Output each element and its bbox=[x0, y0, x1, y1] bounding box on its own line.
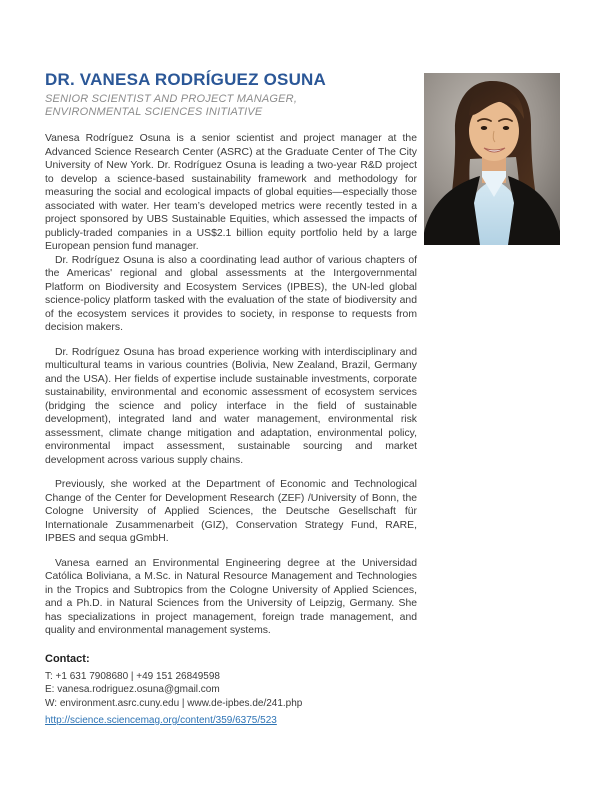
main-content bbox=[45, 70, 417, 728]
page-title: DR. VANESA RODRÍGUEZ OSUNA bbox=[45, 70, 326, 89]
job-subtitle-line1: SENIOR SCIENTIST AND PROJECT MANAGER, bbox=[45, 93, 298, 105]
contact-heading: Contact: bbox=[45, 652, 90, 665]
job-subtitle bbox=[45, 93, 417, 119]
bio-paragraph-5: Vanesa earned an Environmental Engineering degree at the Universidad Católica Boliviana, a M.Sc. in Natural Resource Management and Technologies in the Tropics and Subtropics from the Cologne University of Applied Sciences, and a Ph.D. in Natural Sciences from the University of Leipzig, Germany. She has specializations in project management, foreign trade management, and quality and environmental management systems. bbox=[45, 557, 417, 636]
bio-paragraph-4: Previously, she worked at the Department of Economic and Technological Change of the Center for Development Research (ZEF) /University of Bonn, the Cologne University of Applied Sciences, the Deutsche Gesellschaft für Internationale Zusammenarbeit (GIZ), Conservation Strategy Fund, RARE, IPBES and sequa gGmbH. bbox=[45, 479, 417, 544]
job-subtitle-line2: ENVIRONMENTAL SCIENCES INITIATIVE bbox=[45, 106, 263, 118]
contact-phone: T: +1 631 7908680 | +49 151 26849598 bbox=[45, 670, 220, 682]
portrait-photo bbox=[424, 73, 560, 245]
bio-section bbox=[45, 132, 417, 638]
publication-link[interactable]: http://science.sciencemag.org/content/359/6375/523 bbox=[45, 715, 277, 726]
bio-paragraph-2: Dr. Rodríguez Osuna is also a coordinating lead author of various chapters of the Americas' regional and global assessments at the Intergovernmental Platform on Biodiversity and Ecosystem Services (IPBES), the UN-led global science-policy platform tasked with the evaluation of the state of biodiversity and of the ecosystem services it provides to society, in response to requests from decision makers. bbox=[45, 254, 417, 333]
contact-web: W: environment.asrc.cuny.edu | www.de-ipbes.de/241.php bbox=[45, 697, 303, 709]
bio-paragraph-3: Dr. Rodríguez Osuna has broad experience working with interdisciplinary and multicultural teams in various countries (Bolivia, New Zealand, Brazil, Germany and the USA). Her fields of expertise include sustainable investments, corporate sustainability, environmental and economic assessment of ecosystem services (bridging the science and policy interface in the field of sustainable development), integrated land and water management, environmental risk assessment, climate change mitigation and adaptation, environmental policy, environmental impact assessment, sustainable sourcing and market development across various supply chains. bbox=[45, 346, 417, 466]
bio-paragraph-1: Vanesa Rodríguez Osuna is a senior scientist and project manager at the Advanced Science Research Center (ASRC) at the Graduate Center of The City University of New York. Dr. Rodríguez Osuna is leading a two-year R&D project to develop a science-based sustainability framework and methodology for measuring the social and ecological impacts of global equities—especially those associated with water. Her team’s developed metrics were recently tested in a project sponsored by UBS Sustainable Equities, which assessed the impacts of publicly-traded companies in a US$2.1 billion equity portfolio held by a large European pension fund manager. bbox=[45, 133, 417, 252]
portrait-photo-image bbox=[424, 73, 560, 245]
contact-email: E: vanesa.rodriguez.osuna@gmail.com bbox=[45, 684, 220, 695]
